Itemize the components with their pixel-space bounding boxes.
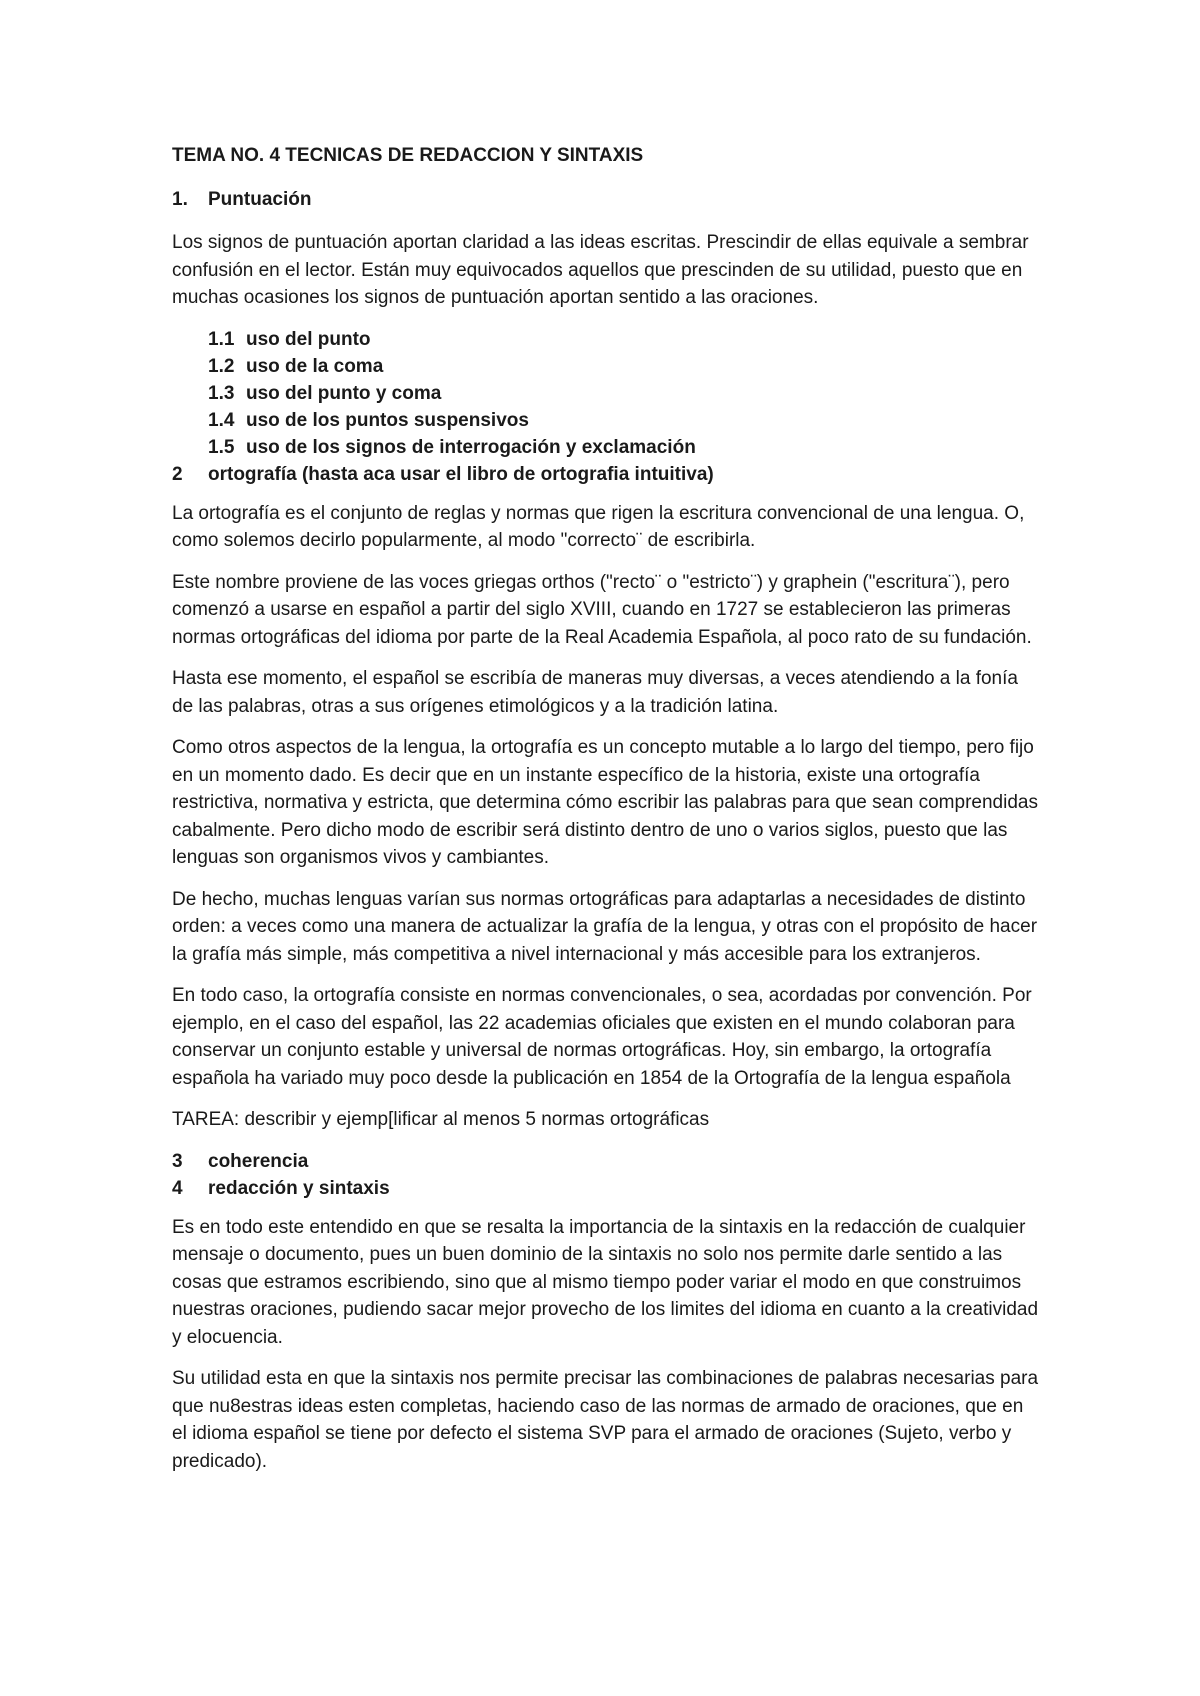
list-item-number: 1.4: [208, 409, 235, 431]
paragraph: Este nombre proviene de las voces griegas orthos ("recto¨ o "estricto¨) y graphein ("escritura¨), pero comenzó a usarse en español a partir del siglo XVIII, cuando en 1727 se establecieron las primeras normas ortográficas del idioma por parte de la Real Academia Española, al poco rato de su fundación.: [172, 571, 1032, 648]
list-item-number: 1.3: [208, 382, 235, 404]
section-number: 2: [172, 463, 183, 485]
list-item-number: 1.2: [208, 355, 235, 377]
section-number: 3: [172, 1150, 183, 1172]
section-heading-puntuacion: [172, 186, 1042, 213]
paragraph: Su utilidad esta en que la sintaxis nos permite precisar las combinaciones de palabras necesarias para que nu8estras ideas esten completas, haciendo caso de las normas de armado de oraciones, que en el idioma español se tiene por defecto el sistema SVP para el armado de oraciones (Sujeto, verbo y predicado).: [172, 1368, 1039, 1472]
paragraph: La ortografía es el conjunto de reglas y normas que rigen la escritura convencional de una lengua. O, como solemos decirlo popularmente, al modo "correcto¨ de escribirla.: [172, 502, 1025, 551]
subsection-list: [172, 326, 1042, 461]
document-title: TEMA NO. 4 TECNICAS DE REDACCION Y SINTAXIS: [172, 145, 644, 166]
paragraph: Los signos de puntuación aportan claridad a las ideas escritas. Prescindir de ellas equivale a sembrar confusión en el lector. Están muy equivocados aquellos que prescinden de su utilidad, puesto que en muchas ocasiones los signos de puntuación aportan sentido a las oraciones.: [172, 232, 1029, 308]
list-item: [208, 434, 1042, 461]
section-heading-label: redacción y sintaxis: [208, 1177, 390, 1199]
document-body: [172, 142, 1042, 1489]
list-item: [208, 326, 1042, 353]
list-item-label: uso de la coma: [246, 355, 384, 377]
list-item: [208, 353, 1042, 380]
list-item: [208, 380, 1042, 407]
section-heading-label: Puntuación: [208, 189, 312, 210]
homework-note: TAREA: describir y ejemp[lificar al menos 5 normas ortográficas: [172, 1109, 710, 1130]
paragraph: De hecho, muchas lenguas varían sus normas ortográficas para adaptarlas a necesidades de distinto orden: a veces como una manera de actualizar la grafía de la lengua, y otras con el propósito de hacer la grafía más simple, más competitiva a nivel internacional y más accesible para los extranjeros.: [172, 888, 1038, 965]
paragraph: Hasta ese momento, el español se escribía de maneras muy diversas, a veces atendiendo a la fonía de las palabras, otras a sus orígenes etimológicos y a la tradición latina.: [172, 668, 1018, 717]
section-heading-coherencia: [172, 1148, 1042, 1175]
section-heading-label: ortografía (hasta aca usar el libro de ortografia intuitiva): [208, 463, 714, 485]
list-item-label: uso del punto y coma: [246, 382, 442, 404]
section-number: 4: [172, 1177, 183, 1199]
list-item-label: uso del punto: [246, 328, 371, 350]
list-item-label: uso de los puntos suspensivos: [246, 409, 529, 431]
list-item-number: 1.5: [208, 436, 235, 458]
list-item-number: 1.1: [208, 328, 235, 350]
paragraph: Es en todo este entendido en que se resalta la importancia de la sintaxis en la redacción de cualquier mensaje o documento, pues un buen dominio de la sintaxis no solo nos permite darle sentido a las cosas que estramos escribiendo, sino que al mismo tiempo poder variar el modo en que construimos nuestras oraciones, pudiendo sacar mejor provecho de los limites del idioma en cuanto a la creatividad y elocuencia.: [172, 1216, 1039, 1348]
section-heading-redaccion: [172, 1175, 1042, 1202]
paragraph: Como otros aspectos de la lengua, la ortografía es un concepto mutable a lo largo del tiempo, pero fijo en un momento dado. Es decir que en un instante específico de la historia, existe una ortografía restrictiva, normativa y estricta, que determina cómo escribir las palabras para que sean comprendidas cabalmente. Pero dicho modo de escribir será distinto dentro de uno o varios siglos, puesto que las lenguas son organismos vivos y cambiantes.: [172, 737, 1038, 868]
list-item-label: uso de los signos de interrogación y exclamación: [246, 436, 696, 458]
paragraph: En todo caso, la ortografía consiste en normas convencionales, o sea, acordadas por convención. Por ejemplo, en el caso del español, las 22 academias oficiales que existen en el mundo colaboran para conservar un conjunto estable y universal de normas ortográficas. Hoy, sin embargo, la ortografía española ha variado muy poco desde la publicación en 1854 de la Ortografía de la lengua española: [172, 985, 1032, 1089]
section-heading-ortografia: [172, 461, 1042, 488]
list-item: [208, 407, 1042, 434]
section-number: 1.: [172, 189, 188, 210]
section-heading-label: coherencia: [208, 1150, 309, 1172]
